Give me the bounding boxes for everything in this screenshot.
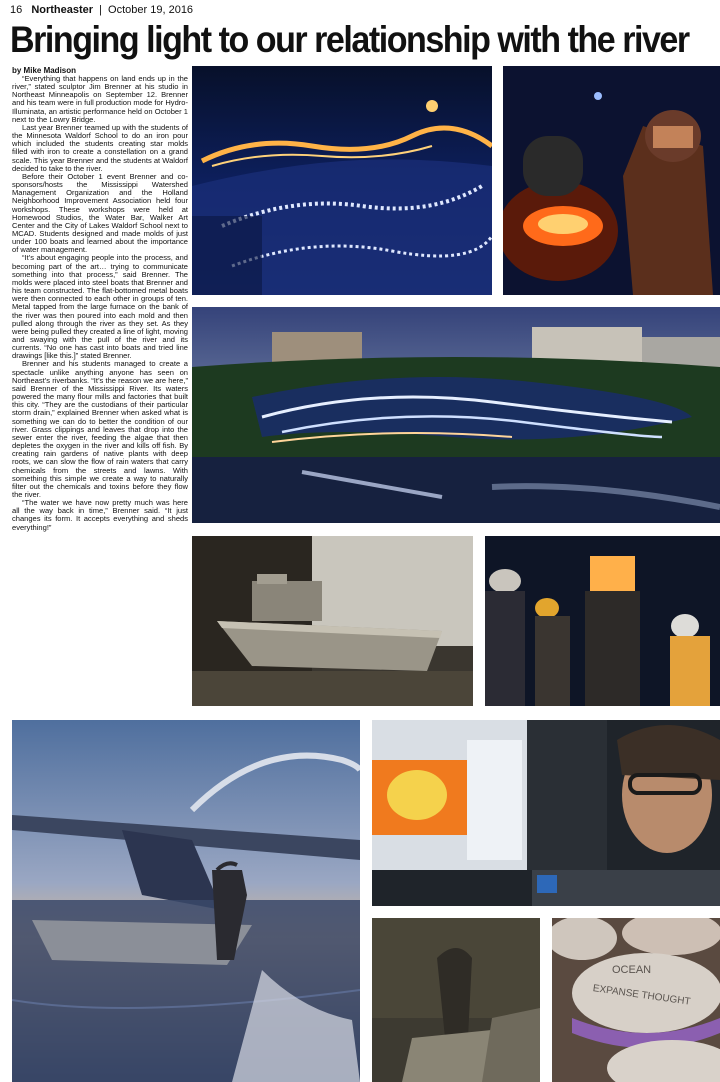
mold-inscription-ocean: OCEAN xyxy=(612,964,652,976)
photo-figurehead-mold xyxy=(372,918,540,1082)
issue-date: October 19, 2016 xyxy=(108,4,194,16)
photo-iron-pour-closeup xyxy=(503,66,720,295)
article-paragraph: Last year Brenner teamed up with the students of the Minnesota Waldorf School to do an iron pour which included the students creating star molds filled with iron to create a constellation on a grand scale. This year Brenner and the students at Waldorf decided to take to the river. xyxy=(12,122,188,173)
photo-artist-computer xyxy=(372,720,720,906)
mold-inscription-expanse: EXPANSE THOUGHT xyxy=(592,983,692,1008)
photo-glowing-boats-night xyxy=(192,66,492,295)
header-separator: | xyxy=(99,4,102,16)
article-paragraph: “Everything that happens on land ends up in the river,” stated sculptor Jim Brenner at his studio in Northeast Minneapolis on September 12. Brenner and his team were in full production mode for Hydro-Illuminata, an artistic performance held on October 1 next to the Lowry Bridge. xyxy=(12,74,188,124)
page-number: 16 xyxy=(10,4,23,16)
photo-boat-sculpture-river xyxy=(12,720,360,1082)
article-paragraph: Before their October 1 event Brenner and co-sponsors/hosts the Mississippi Watershed Management Organization and the Holland Neighborhood Improvement Association held four workshops. These workshops were held at Homewood Studios, the Water Bar, Walker Art Center and the City of Lakes Waldorf School next to MCAD. Students designed and made molds of just under 100 boats and learned about the importance of water management. xyxy=(12,171,188,255)
byline: by Mike Madison xyxy=(12,66,77,75)
photo-iron-pour-workers xyxy=(485,536,720,706)
article-paragraph: “It’s about engaging people into the process, and becoming part of the art… trying to communicate something into that process,” said Brenner. The molds were placed into steel boats that Brenner and his team constructed. The flat-bottomed metal boats were then connected to each other in groups of ten. Metal tapped from the large furnace on the bank of the river was then poured into each mold and then pulled along through the river as they set. As they were being pulled they created a line of light, moving and swaying with the pull of the river and its currents. “No one has cast into boats and tried line drawings [like this.]” stated Brenner. xyxy=(12,253,188,361)
article-paragraph: “The water we have now pretty much was here all the way back in time,” Brenner said. “It just changes its form. It accepts everything and sheds everything!” xyxy=(12,498,188,532)
photo-carved-molds xyxy=(552,918,720,1082)
article-paragraph: Brenner and his students managed to create a spectacle unlike anything anyone has seen on Northeast’s riverbanks. “It’s the reason we are here,” said Brenner of the Mississippi River. Its waters powered the many flour mills and factories that built this city. “They are the custodians of their particular storm drain,” explained Brenner when asked what is something we can do to better the condition of our river. Grass clippings and leaves that drop into the sewer enter the river, feeding the algae that then depletes the oxygen in the river and kills off fish. By creating rain gardens of native plants with deep roots, we can slow the flow of rain waters that carry chemicals from the streets and lawns. With something this simple we create a way to naturally filter out the chemicals and toxins before they flow the river. xyxy=(12,359,188,499)
photo-riverbank-panorama xyxy=(192,307,720,523)
photo-steel-boat-workshop xyxy=(192,536,473,706)
page-header xyxy=(10,3,193,19)
publication-name: Northeaster xyxy=(31,4,94,16)
headline: Bringing light to our relationship with the river xyxy=(10,19,689,60)
article-body xyxy=(12,75,188,532)
